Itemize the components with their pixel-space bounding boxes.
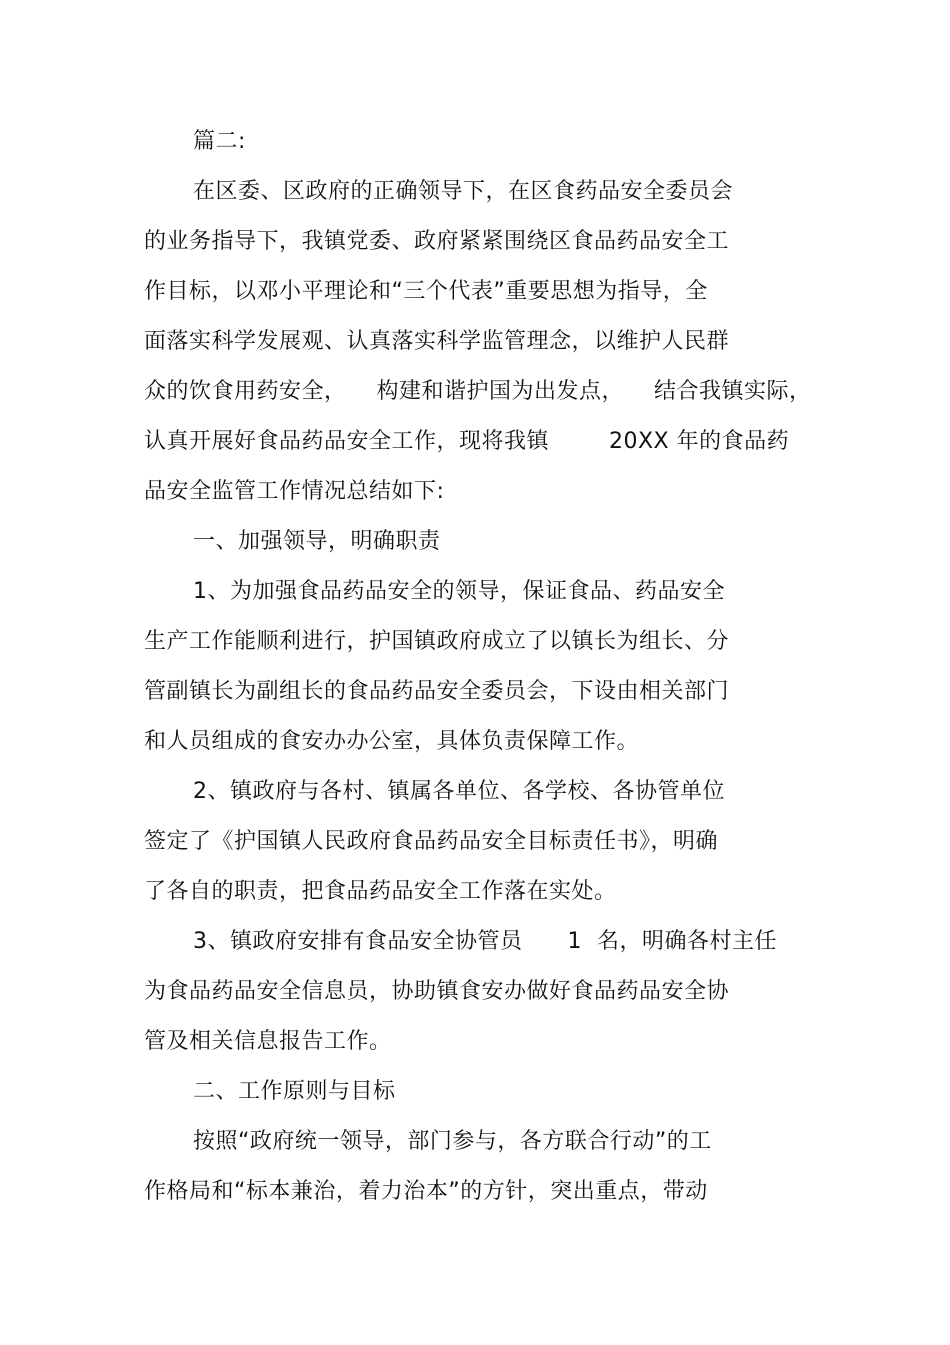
paragraph-line: 生产工作能顺利进行，护国镇政府成立了以镇长为组长、分 <box>144 629 730 654</box>
paragraph-line: 的业务指导下，我镇党委、政府紧紧围绕区食品药品安全工 <box>144 229 730 254</box>
paragraph-line: 2、镇政府与各村、镇属各单位、各学校、各协管单位 <box>193 779 725 804</box>
paragraph-line: 了各自的职责，把食品药品安全工作落在实处。 <box>144 879 617 904</box>
section-heading: 一、加强领导，明确职责 <box>193 529 441 554</box>
paragraph-line: 在区委、区政府的正确领导下，在区食药品安全委员会 <box>193 179 734 204</box>
paragraph-line: 管副镇长为副组长的食品药品安全委员会，下设由相关部门 <box>144 679 730 704</box>
paragraph-line: 面落实科学发展观、认真落实科学监管理念，以维护人民群 <box>144 329 730 354</box>
paragraph-line: 品安全监管工作情况总结如下: <box>144 479 445 504</box>
paragraph-line: 1、为加强食品药品安全的领导，保证食品、药品安全 <box>193 579 725 604</box>
section-heading: 篇二: <box>193 129 246 154</box>
paragraph-line: 作格局和“标本兼治，着力治本”的方针，突出重点，带动 <box>144 1179 708 1204</box>
paragraph-line: 3、镇政府安排有食品安全协管员 1 名，明确各村主任 <box>193 929 777 954</box>
paragraph-line: 和人员组成的食安办办公室，具体负责保障工作。 <box>144 729 640 754</box>
paragraph-line: 为食品药品安全信息员，协助镇食安办做好食品药品安全协 <box>144 979 730 1004</box>
paragraph-line: 作目标，以邓小平理论和“三个代表”重要思想为指导，全 <box>144 279 708 304</box>
paragraph-line: 按照“政府统一领导，部门参与，各方联合行动”的工 <box>193 1129 712 1154</box>
paragraph-line: 签定了《护国镇人民政府食品药品安全目标责任书》，明确 <box>144 829 719 854</box>
paragraph-line: 认真开展好食品药品安全工作，现将我镇 20XX 年的食品药 <box>144 429 790 454</box>
paragraph-line: 众的饮食用药安全， 构建和谐护国为出发点， 结合我镇实际， <box>144 379 812 404</box>
section-heading: 二、工作原则与目标 <box>193 1079 396 1104</box>
paragraph-line: 管及相关信息报告工作。 <box>144 1029 392 1054</box>
